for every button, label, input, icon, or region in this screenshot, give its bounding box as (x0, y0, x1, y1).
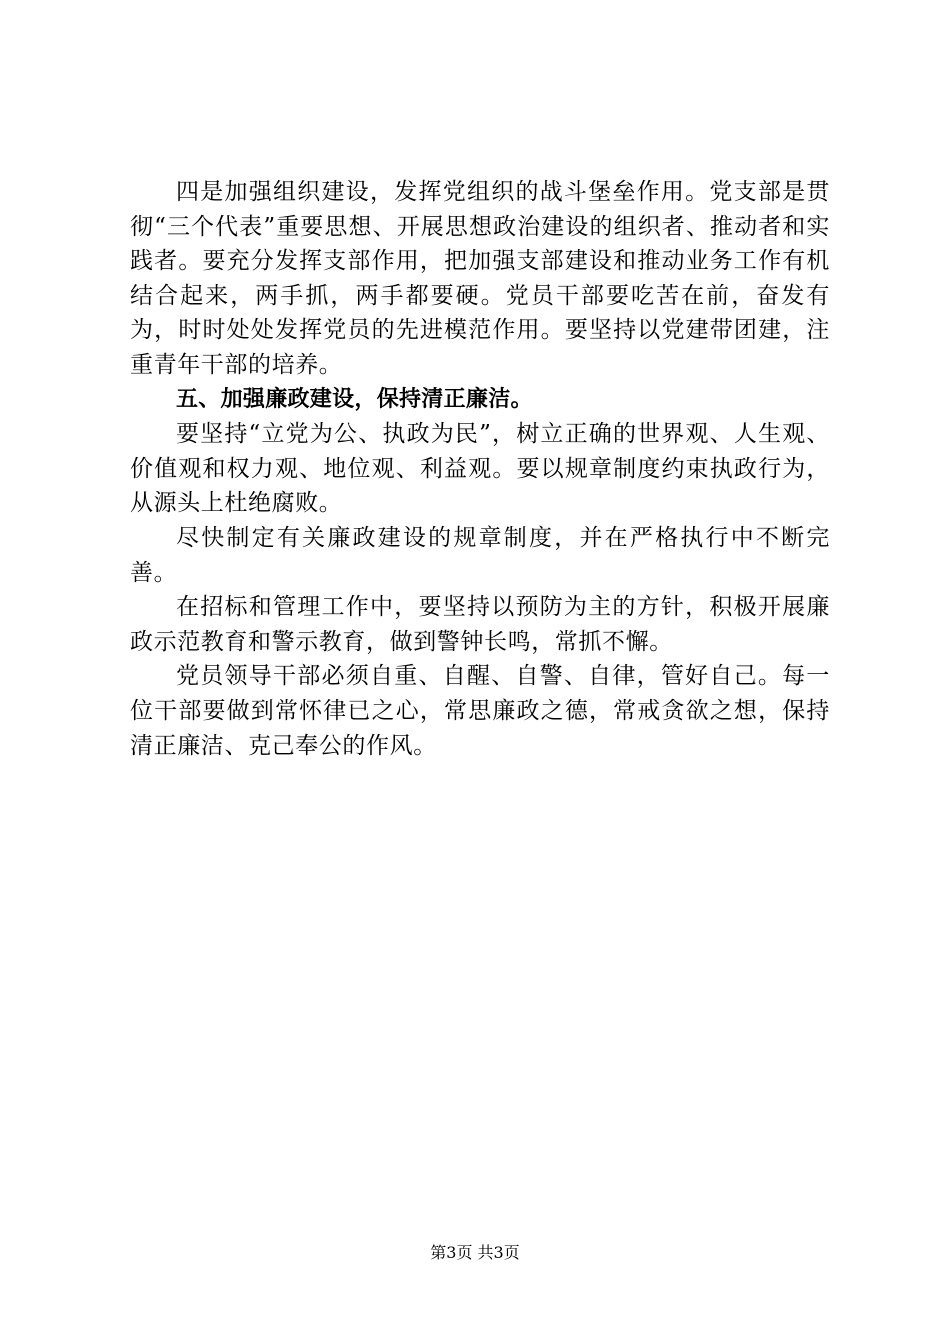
paragraph-cadre-self-discipline: 党员领导干部必须自重、自醒、自警、自律，管好自己。每一位干部要做到常怀律已之心，常思廉政之德，常戒贪欲之想，保持清正廉洁、克己奉公的作风。 (130, 663, 830, 759)
page-footer: 第3页 共3页 (430, 1243, 520, 1262)
document-body (130, 175, 830, 763)
paragraph-organization-building: 四是加强组织建设，发挥党组织的战斗堡垒作用。党支部是贯彻“三个代表”重要思想、开展思想政治建设的组织者、推动者和实践者。要充分发挥支部作用，把加强支部建设和推动业务工作有机结合起来，两手抓，两手都要硬。党员干部要吃苦在前，奋发有为，时时处处发挥党员的先进模范作用。要坚持以党建带团建，注重青年干部的培养。 (130, 179, 830, 378)
section-heading-integrity: 五、加强廉政建设，保持清正廉洁。 (176, 386, 533, 412)
paragraph-integrity-principles: 要坚持“立党为公、执政为民”，树立正确的世界观、人生观、价值观和权力观、地位观、利益观。要以规章制度约束执政行为，从源头上杜绝腐败。 (130, 421, 830, 517)
paragraph-tender-management: 在招标和管理工作中，要坚持以预防为主的方针，积极开展廉政示范教育和警示教育，做到警钟长鸣，常抓不懈。 (130, 594, 830, 655)
paragraph-integrity-rules: 尽快制定有关廉政建设的规章制度，并在严格执行中不断完善。 (130, 524, 830, 586)
